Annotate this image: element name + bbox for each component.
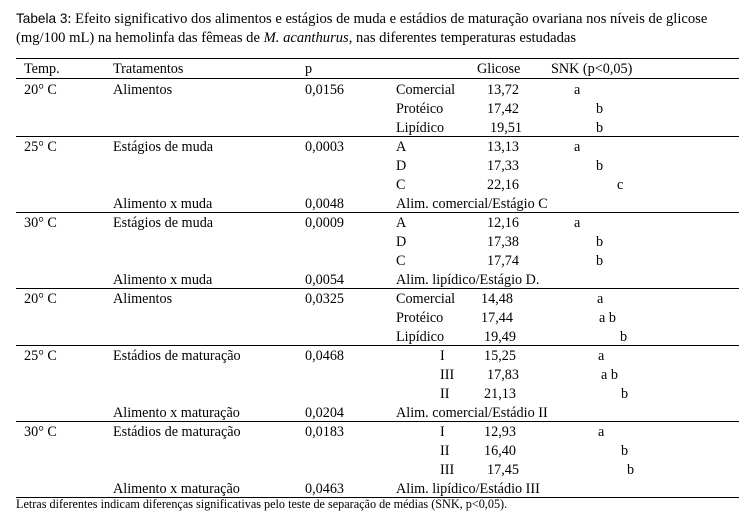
snk-letters: a (598, 348, 605, 364)
group-label: C (396, 177, 406, 193)
treatment-label: Alimento x maturação (113, 405, 240, 421)
group-label: Comercial (396, 291, 456, 307)
snk-letters: a (574, 139, 581, 155)
header-bottom-rule (16, 78, 739, 79)
glucose-value: 14,48 (481, 291, 513, 307)
table-top-rule (16, 58, 739, 59)
p-value: 0,0048 (305, 196, 345, 212)
temperature-label: 25° C (24, 348, 57, 364)
treatment-label: Alimentos (113, 82, 173, 98)
temperature-label: 20° C (24, 291, 57, 307)
snk-letters: b (596, 120, 604, 136)
snk-letters: b (620, 329, 628, 345)
glucose-value: 15,25 (484, 348, 516, 364)
glucose-value: 17,44 (481, 310, 513, 326)
p-value: 0,0054 (305, 272, 345, 288)
group-label: II (440, 443, 450, 459)
treatment-label: Alimentos (113, 291, 173, 307)
glucose-value: 19,51 (490, 120, 522, 136)
group-label: A (396, 139, 407, 155)
treatment-label: Alimento x muda (113, 196, 213, 212)
treatment-label: Estádios de maturação (113, 424, 241, 440)
glucose-value: 19,49 (484, 329, 516, 345)
snk-letters: b (596, 158, 604, 174)
group-label: Protéico (396, 101, 444, 117)
group-label: A (396, 215, 407, 231)
temperature-label: 25° C (24, 139, 57, 155)
treatment-label: Estádios de maturação (113, 348, 241, 364)
snk-letters: b (596, 234, 604, 250)
snk-letters: b (596, 253, 604, 269)
snk-letters: a (598, 424, 605, 440)
group-label: Lipídico (396, 329, 445, 345)
header-glucose: Glicose (477, 61, 521, 77)
block-divider-rule (16, 288, 739, 289)
interaction-note: Alim. comercial/Estádio II (396, 405, 548, 421)
group-label: D (396, 158, 407, 174)
p-value: 0,0325 (305, 291, 345, 307)
glucose-value: 17,33 (487, 158, 519, 174)
snk-letters: a b (601, 367, 618, 383)
block-divider-rule (16, 212, 739, 213)
treatment-label: Estágios de muda (113, 215, 214, 231)
species-name: M. acanthurus (263, 30, 349, 46)
snk-letters: a (574, 82, 581, 98)
snk-letters: b (596, 101, 604, 117)
group-label: C (396, 253, 406, 269)
header-temp: Temp. (24, 61, 60, 77)
glucose-value: 17,42 (487, 101, 519, 117)
glucose-value: 21,13 (484, 386, 516, 402)
p-value: 0,0183 (305, 424, 345, 440)
interaction-note: Alim. lipídico/Estádio III (396, 481, 540, 497)
group-label: I (440, 348, 445, 364)
glucose-value: 13,72 (487, 82, 519, 98)
group-label: D (396, 234, 407, 250)
caption-text-end: , nas diferentes temperaturas estudadas (348, 30, 577, 46)
table-label: Tabela 3 (16, 11, 68, 26)
caption-text-start: : Efeito significativo dos alimentos e estágios de muda e estádios de maturação ovariana nos níveis de glicose (mg/100 mL) na hemolinfa das fêmeas de (16, 11, 708, 46)
glucose-value: 22,16 (487, 177, 519, 193)
group-label: III (440, 462, 455, 478)
temperature-label: 20° C (24, 82, 57, 98)
glucose-value: 17,83 (487, 367, 519, 383)
table-footnote: Letras diferentes indicam diferenças significativas pelo teste de separação de médias (SNK, p<0,05). (16, 497, 508, 511)
snk-letters: a (574, 215, 581, 231)
snk-letters: b (621, 443, 629, 459)
block-divider-rule (16, 345, 739, 346)
glucose-value: 12,93 (484, 424, 516, 440)
p-value: 0,0204 (305, 405, 345, 421)
header-treatments: Tratamentos (113, 61, 184, 77)
block-divider-rule (16, 421, 739, 422)
treatment-label: Alimento x muda (113, 272, 213, 288)
group-label: III (440, 367, 455, 383)
treatment-label: Alimento x maturação (113, 481, 240, 497)
header-p: p (305, 61, 313, 77)
interaction-note: Alim. lipídico/Estágio D. (396, 272, 540, 288)
snk-letters: b (627, 462, 635, 478)
snk-letters: a b (599, 310, 616, 326)
temperature-label: 30° C (24, 424, 57, 440)
p-value: 0,0009 (305, 215, 345, 231)
glucose-value: 13,13 (487, 139, 519, 155)
group-label: Comercial (396, 82, 456, 98)
treatment-label: Estágios de muda (113, 139, 214, 155)
glucose-value: 12,16 (487, 215, 519, 231)
block-divider-rule (16, 136, 739, 137)
group-label: I (440, 424, 445, 440)
temperature-label: 30° C (24, 215, 57, 231)
p-value: 0,0156 (305, 82, 345, 98)
snk-letters: a (597, 291, 604, 307)
group-label: II (440, 386, 450, 402)
group-label: Protéico (396, 310, 444, 326)
glucose-value: 16,40 (484, 443, 516, 459)
p-value: 0,0003 (305, 139, 345, 155)
table-caption (16, 9, 746, 48)
interaction-note: Alim. comercial/Estágio C (396, 196, 548, 212)
snk-letters: b (621, 386, 629, 402)
p-value: 0,0468 (305, 348, 345, 364)
glucose-value: 17,38 (487, 234, 519, 250)
p-value: 0,0463 (305, 481, 345, 497)
glucose-value: 17,45 (487, 462, 519, 478)
group-label: Lipídico (396, 120, 445, 136)
header-snk: SNK (p<0,05) (551, 61, 633, 77)
glucose-value: 17,74 (487, 253, 519, 269)
snk-letters: c (617, 177, 624, 193)
